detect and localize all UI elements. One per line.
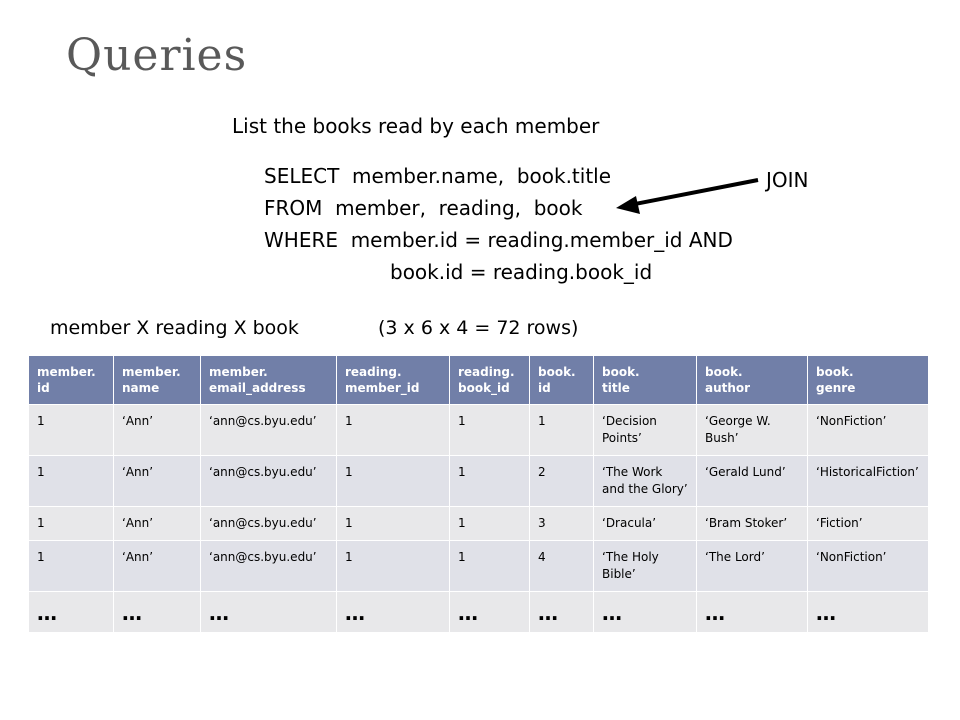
table-cell: 1 (29, 507, 114, 541)
ellipsis-row (29, 592, 929, 633)
table-cell: 1 (337, 541, 450, 592)
ellipsis-cell: … (450, 592, 530, 633)
table-cell: ‘ann@cs.byu.edu’ (201, 405, 337, 456)
header-member-email: member. email_address (201, 356, 337, 405)
table-cell: 1 (29, 405, 114, 456)
sql-where-continuation: book.id = reading.book_id (390, 260, 653, 284)
table-cell: ‘Gerald Lund’ (697, 456, 808, 507)
ellipsis-cell: … (594, 592, 697, 633)
header-book-genre: book. genre (808, 356, 929, 405)
slide-title: Queries (66, 30, 248, 81)
ellipsis-cell: … (114, 592, 201, 633)
sql-where-line: WHERE member.id = reading.member_id AND (264, 228, 733, 252)
table-cell: ‘Dracula’ (594, 507, 697, 541)
table-cell: ‘Ann’ (114, 507, 201, 541)
table-row (29, 507, 929, 541)
table-cell: ‘Ann’ (114, 541, 201, 592)
table-cell: 1 (450, 405, 530, 456)
table-cell: 1 (337, 405, 450, 456)
row-count-label: (3 x 6 x 4 = 72 rows) (378, 317, 579, 339)
table-row (29, 405, 929, 456)
header-book-author: book. author (697, 356, 808, 405)
table-cell: ‘Decision Points’ (594, 405, 697, 456)
table-cell: ‘The Lord’ (697, 541, 808, 592)
table-cell: ‘HistoricalFiction’ (808, 456, 929, 507)
cross-product-label: member X reading X book (50, 317, 299, 339)
query-description: List the books read by each member (232, 114, 600, 138)
table-cell: ‘The Work and the Glory’ (594, 456, 697, 507)
table-cell: 1 (450, 541, 530, 592)
ellipsis-cell: … (201, 592, 337, 633)
table-header-row (29, 356, 929, 405)
table-cell: 3 (530, 507, 594, 541)
table-cell: ‘Ann’ (114, 456, 201, 507)
table-cell: 1 (29, 541, 114, 592)
ellipsis-cell: … (337, 592, 450, 633)
table-cell: 2 (530, 456, 594, 507)
table-cell: ‘Fiction’ (808, 507, 929, 541)
header-book-title: book. title (594, 356, 697, 405)
table-cell: ‘George W. Bush’ (697, 405, 808, 456)
ellipsis-cell: … (530, 592, 594, 633)
table-cell: ‘NonFiction’ (808, 541, 929, 592)
header-book-id: book. id (530, 356, 594, 405)
table-cell: 1 (337, 456, 450, 507)
table-cell: ‘Ann’ (114, 405, 201, 456)
table-cell: 1 (29, 456, 114, 507)
table-row (29, 456, 929, 507)
sql-select-line: SELECT member.name, book.title (264, 164, 612, 188)
ellipsis-cell: … (697, 592, 808, 633)
table-cell: ‘ann@cs.byu.edu’ (201, 541, 337, 592)
header-member-id: member. id (29, 356, 114, 405)
table-cell: ‘The Holy Bible’ (594, 541, 697, 592)
cross-product-table (28, 355, 929, 633)
table-cell: 1 (530, 405, 594, 456)
table-cell: ‘ann@cs.byu.edu’ (201, 456, 337, 507)
table-cell: ‘ann@cs.byu.edu’ (201, 507, 337, 541)
join-label: JOIN (766, 168, 809, 192)
table-cell: ‘Bram Stoker’ (697, 507, 808, 541)
ellipsis-cell: … (808, 592, 929, 633)
table-cell: 1 (337, 507, 450, 541)
table-cell: ‘NonFiction’ (808, 405, 929, 456)
header-reading-book-id: reading. book_id (450, 356, 530, 405)
ellipsis-cell: … (29, 592, 114, 633)
table-row (29, 541, 929, 592)
table-cell: 1 (450, 507, 530, 541)
header-reading-member-id: reading. member_id (337, 356, 450, 405)
table-cell: 4 (530, 541, 594, 592)
header-member-name: member. name (114, 356, 201, 405)
table-cell: 1 (450, 456, 530, 507)
sql-from-line: FROM member, reading, book (264, 196, 583, 220)
